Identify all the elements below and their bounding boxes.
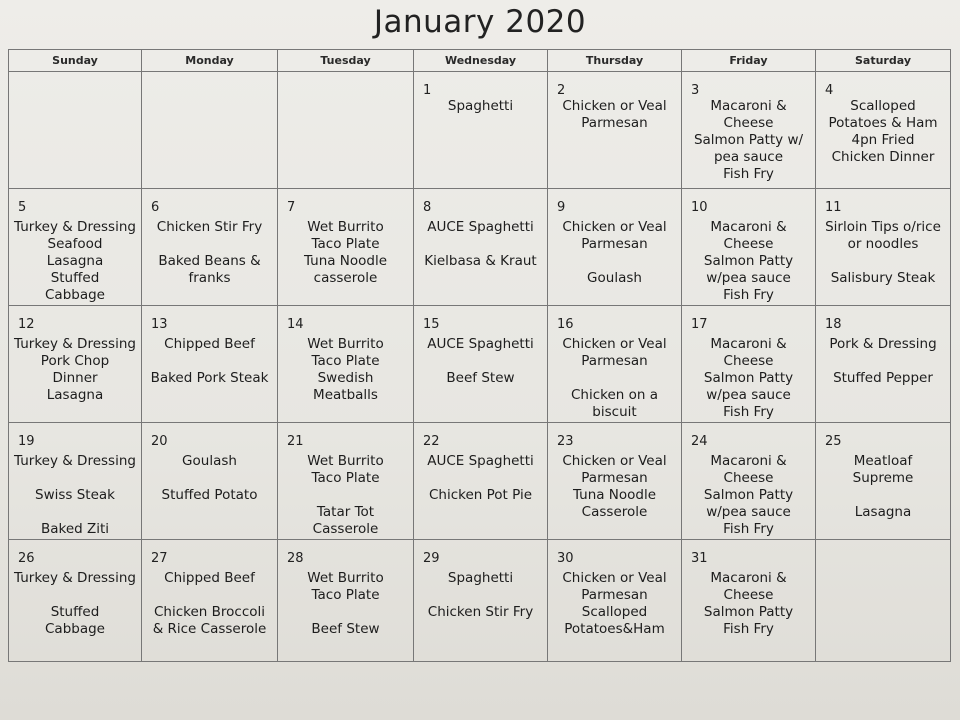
menu-text: Chipped Beef Chicken Broccoli & Rice Casserole [152,570,267,637]
calendar-day-cell [414,189,548,306]
calendar-day-cell [414,306,548,423]
menu-text: Macaroni & Cheese Salmon Patty Fish Fry [703,570,794,637]
calendar-day-cell [414,540,548,662]
calendar-title: January 2020 [373,4,587,40]
menu-text: Pork & Dressing Stuffed Pepper [829,336,937,386]
day-number: 12 [18,317,35,332]
calendar-day-cell [142,423,278,540]
day-number: 14 [287,317,304,332]
calendar-day-cell [816,72,951,189]
day-number: 26 [18,551,35,566]
menu-text: Wet Burrito Taco Plate Beef Stew [307,570,384,637]
menu-text: Turkey & Dressing Swiss Steak Baked Ziti [14,453,136,537]
day-number: 9 [557,200,566,215]
day-number: 15 [423,317,440,332]
day-header-wednesday: Wednesday [414,50,548,72]
day-number: 13 [151,317,168,332]
menu-text: Chicken or Veal Parmesan Scalloped Potatoes&Ham [562,570,667,637]
day-number: 10 [691,200,708,215]
day-number: 18 [825,317,842,332]
menu-text: Macaroni & Cheese Salmon Patty w/pea sauce Fish Fry [703,453,794,537]
menu-text: Chicken or Veal Parmesan Goulash [562,219,667,286]
menu-text: Chicken or Veal Parmesan [562,98,667,131]
menu-text: Chicken or Veal Parmesan Tuna Noodle Casserole [562,453,667,520]
menu-text: Macaroni & Cheese Salmon Patty w/pea sauce Fish Fry [703,336,794,420]
day-header-sunday: Sunday [9,50,142,72]
calendar-day-cell [9,189,142,306]
calendar-day-cell [278,189,414,306]
menu-text: AUCE Spaghetti Chicken Pot Pie [427,453,534,503]
menu-text: Spaghetti [447,98,514,114]
day-number: 28 [287,551,304,566]
calendar-day-cell [278,72,414,189]
day-number: 29 [423,551,440,566]
day-number: 17 [691,317,708,332]
day-number: 11 [825,200,842,215]
menu-text: Scalloped Potatoes & Ham 4pn Fried Chicken Dinner [828,98,938,165]
day-number: 6 [151,200,160,215]
calendar-day-cell [816,189,951,306]
day-number: 24 [691,434,708,449]
menu-text: Turkey & Dressing Seafood Lasagna Stuffed Cabbage [14,219,136,303]
menu-text: Chicken Stir Fry Baked Beans & franks [156,219,263,286]
calendar-day-cell [142,72,278,189]
menu-text: Macaroni & Cheese Salmon Patty w/ pea sauce Fish Fry [693,98,804,182]
day-number: 7 [287,200,296,215]
menu-text: Spaghetti Chicken Stir Fry [427,570,534,620]
day-number: 5 [18,200,27,215]
calendar-day-cell [682,306,816,423]
calendar-day-cell [278,423,414,540]
day-number: 22 [423,434,440,449]
menu-text: Chicken or Veal Parmesan Chicken on a biscuit [562,336,667,420]
calendar-day-cell [816,540,951,662]
calendar-day-cell [816,306,951,423]
calendar-day-cell [414,72,548,189]
day-header-thursday: Thursday [548,50,682,72]
day-number: 2 [557,83,566,98]
calendar-day-cell [142,540,278,662]
calendar-day-cell [682,72,816,189]
day-header-tuesday: Tuesday [278,50,414,72]
day-number: 30 [557,551,574,566]
calendar-day-cell [682,540,816,662]
day-number: 31 [691,551,708,566]
calendar-day-cell [9,423,142,540]
menu-text: Sirloin Tips o/rice or noodles Salisbury Steak [825,219,941,286]
calendar-day-cell [682,423,816,540]
day-number: 1 [423,83,432,98]
calendar-day-cell [548,306,682,423]
menu-text: Chipped Beef Baked Pork Steak [150,336,269,386]
menu-text: Wet Burrito Taco Plate Tuna Noodle casserole [303,219,388,286]
menu-text: AUCE Spaghetti Beef Stew [427,336,534,386]
calendar-day-cell [414,423,548,540]
day-number: 23 [557,434,574,449]
menu-text: Turkey & Dressing Pork Chop Dinner Lasagna [14,336,136,403]
calendar-day-cell [278,306,414,423]
day-number: 4 [825,83,834,98]
calendar-day-cell [816,423,951,540]
calendar-day-cell [9,306,142,423]
calendar-day-cell [278,540,414,662]
calendar-day-cell [548,423,682,540]
calendar-grid [8,49,951,662]
day-header-saturday: Saturday [816,50,951,72]
day-number: 8 [423,200,432,215]
day-number: 27 [151,551,168,566]
calendar-day-cell [142,189,278,306]
day-number: 16 [557,317,574,332]
day-number: 20 [151,434,168,449]
calendar-day-cell [682,189,816,306]
menu-text: Macaroni & Cheese Salmon Patty w/pea sauce Fish Fry [703,219,794,303]
day-number: 25 [825,434,842,449]
day-number: 21 [287,434,304,449]
calendar-day-cell [548,189,682,306]
calendar-day-cell [548,540,682,662]
calendar-day-cell [142,306,278,423]
calendar-day-cell [9,72,142,189]
calendar-day-cell [9,540,142,662]
day-header-monday: Monday [142,50,278,72]
day-header-friday: Friday [682,50,816,72]
day-number: 19 [18,434,35,449]
day-number: 3 [691,83,700,98]
menu-text: Turkey & Dressing Stuffed Cabbage [14,570,136,637]
menu-text: Wet Burrito Taco Plate Swedish Meatballs [307,336,384,403]
menu-text: Goulash Stuffed Potato [161,453,258,503]
menu-text: Meatloaf Supreme Lasagna [852,453,914,520]
calendar-day-cell [548,72,682,189]
menu-text: AUCE Spaghetti Kielbasa & Kraut [424,219,537,269]
menu-text: Wet Burrito Taco Plate Tatar Tot Casserole [307,453,384,537]
